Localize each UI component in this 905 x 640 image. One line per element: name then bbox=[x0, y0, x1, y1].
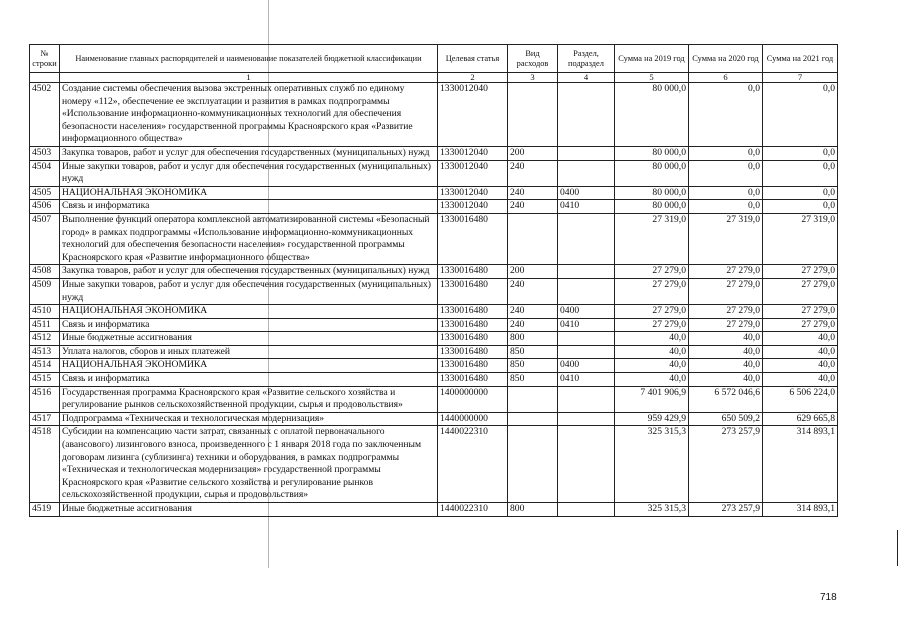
sum-2021: 27 319,0 bbox=[763, 213, 838, 264]
sum-2019: 40,0 bbox=[615, 373, 689, 387]
target-code: 1440022310 bbox=[438, 426, 508, 503]
target-code: 1400000000 bbox=[438, 386, 508, 412]
row-number: 4506 bbox=[30, 200, 60, 214]
scan-artifact-line bbox=[897, 530, 898, 566]
expense-kind: 200 bbox=[508, 146, 558, 160]
header-name: Наименование главных распорядителей и наименование показателей бюджетной классификации bbox=[60, 45, 438, 73]
sum-2020: 40,0 bbox=[689, 373, 763, 387]
sum-2020: 0,0 bbox=[689, 200, 763, 214]
section-code bbox=[558, 426, 615, 503]
header-sum-2021: Сумма на 2021 год bbox=[763, 45, 838, 73]
target-code: 1440000000 bbox=[438, 412, 508, 426]
expense-kind: 240 bbox=[508, 305, 558, 319]
target-code: 1440022310 bbox=[438, 503, 508, 517]
row-name: Закупка товаров, работ и услуг для обеспечения государственных (муниципальных) нужд bbox=[60, 265, 438, 279]
section-code bbox=[558, 503, 615, 517]
row-number: 4519 bbox=[30, 503, 60, 517]
sum-2020: 0,0 bbox=[689, 83, 763, 147]
expense-kind bbox=[508, 412, 558, 426]
table-row bbox=[30, 332, 838, 346]
sum-2020: 27 279,0 bbox=[689, 278, 763, 304]
table-row bbox=[30, 265, 838, 279]
sum-2021: 40,0 bbox=[763, 373, 838, 387]
table-row bbox=[30, 373, 838, 387]
section-code bbox=[558, 265, 615, 279]
section-code bbox=[558, 160, 615, 186]
target-code: 1330016480 bbox=[438, 359, 508, 373]
sum-2019: 40,0 bbox=[615, 332, 689, 346]
sum-2021: 0,0 bbox=[763, 200, 838, 214]
sum-2020: 40,0 bbox=[689, 345, 763, 359]
expense-kind: 240 bbox=[508, 160, 558, 186]
row-number: 4517 bbox=[30, 412, 60, 426]
section-code: 0410 bbox=[558, 373, 615, 387]
row-number: 4513 bbox=[30, 345, 60, 359]
target-code: 1330016480 bbox=[438, 373, 508, 387]
sum-2020: 6 572 046,6 bbox=[689, 386, 763, 412]
row-name: Связь и информатика bbox=[60, 200, 438, 214]
sum-2019: 27 279,0 bbox=[615, 305, 689, 319]
table-row bbox=[30, 412, 838, 426]
row-name: Создание системы обеспечения вызова экстренных оперативных служб по единому номеру «112», обеспечение ее эксплуатации и развития в рамках подпрограммы «Использование информационно-коммуникационных технологий для обеспечения безопасности населения» государственной программы Красноярского края «Развитие информационного общества» bbox=[60, 83, 438, 147]
sum-2020: 273 257,9 bbox=[689, 503, 763, 517]
header-kind: Вид расходов bbox=[508, 45, 558, 73]
sum-2019: 27 279,0 bbox=[615, 265, 689, 279]
table-row bbox=[30, 345, 838, 359]
row-name: Субсидии на компенсацию части затрат, связанных с оплатой первоначального (авансового) лизингового взноса, произведенного с 1 января 2018 года по заключенным договорам лизинга (сублизинга) техники и оборудования, в рамках подпрограммы «Техническая и технологическая модернизация» государственной программы Красноярского края «Развитие сельского хозяйства и регулирование рынков сельскохозяйственной продукции, сырья и продовольствия» bbox=[60, 426, 438, 503]
column-number: 7 bbox=[763, 73, 838, 83]
row-name: Государственная программа Красноярского края «Развитие сельского хозяйства и регулирование рынков сельскохозяйственной продукции, сырья и продовольствия» bbox=[60, 386, 438, 412]
row-name: Связь и информатика bbox=[60, 373, 438, 387]
sum-2020: 0,0 bbox=[689, 186, 763, 200]
expense-kind: 850 bbox=[508, 345, 558, 359]
table-row bbox=[30, 213, 838, 264]
sum-2019: 80 000,0 bbox=[615, 146, 689, 160]
row-number: 4515 bbox=[30, 373, 60, 387]
sum-2021: 0,0 bbox=[763, 83, 838, 147]
table-row bbox=[30, 186, 838, 200]
row-number: 4505 bbox=[30, 186, 60, 200]
row-number: 4502 bbox=[30, 83, 60, 147]
sum-2021: 40,0 bbox=[763, 345, 838, 359]
expense-kind: 200 bbox=[508, 265, 558, 279]
table-row bbox=[30, 278, 838, 304]
table-row bbox=[30, 200, 838, 214]
target-code: 1330016480 bbox=[438, 278, 508, 304]
sum-2019: 27 319,0 bbox=[615, 213, 689, 264]
sum-2021: 629 665,8 bbox=[763, 412, 838, 426]
target-code: 1330012040 bbox=[438, 186, 508, 200]
row-name: Подпрограмма «Техническая и технологическая модернизация» bbox=[60, 412, 438, 426]
sum-2019: 959 429,9 bbox=[615, 412, 689, 426]
expense-kind: 240 bbox=[508, 278, 558, 304]
row-number: 4507 bbox=[30, 213, 60, 264]
header-target: Целевая статья bbox=[438, 45, 508, 73]
row-name: Уплата налогов, сборов и иных платежей bbox=[60, 345, 438, 359]
section-code bbox=[558, 345, 615, 359]
expense-kind bbox=[508, 386, 558, 412]
table-row bbox=[30, 503, 838, 517]
row-number: 4508 bbox=[30, 265, 60, 279]
column-number: 2 bbox=[438, 73, 508, 83]
row-number: 4503 bbox=[30, 146, 60, 160]
budget-sheet bbox=[29, 44, 837, 517]
expense-kind bbox=[508, 213, 558, 264]
row-number: 4518 bbox=[30, 426, 60, 503]
column-number: 4 bbox=[558, 73, 615, 83]
table-row bbox=[30, 359, 838, 373]
sum-2021: 27 279,0 bbox=[763, 318, 838, 332]
expense-kind: 240 bbox=[508, 186, 558, 200]
sum-2019: 325 315,3 bbox=[615, 503, 689, 517]
sum-2020: 0,0 bbox=[689, 160, 763, 186]
header-section: Раздел, подраздел bbox=[558, 45, 615, 73]
header-row-no: № строки bbox=[30, 45, 60, 73]
sum-2019: 80 000,0 bbox=[615, 200, 689, 214]
section-code: 0400 bbox=[558, 359, 615, 373]
sum-2021: 27 279,0 bbox=[763, 305, 838, 319]
sum-2021: 314 893,1 bbox=[763, 503, 838, 517]
column-number: 3 bbox=[508, 73, 558, 83]
row-number: 4512 bbox=[30, 332, 60, 346]
expense-kind: 800 bbox=[508, 503, 558, 517]
sum-2021: 0,0 bbox=[763, 146, 838, 160]
row-number: 4510 bbox=[30, 305, 60, 319]
column-number: 6 bbox=[689, 73, 763, 83]
sum-2020: 273 257,9 bbox=[689, 426, 763, 503]
column-number: 1 bbox=[60, 73, 438, 83]
expense-kind bbox=[508, 83, 558, 147]
sum-2021: 40,0 bbox=[763, 359, 838, 373]
sum-2019: 80 000,0 bbox=[615, 160, 689, 186]
sum-2021: 40,0 bbox=[763, 332, 838, 346]
table-row bbox=[30, 426, 838, 503]
table-row bbox=[30, 386, 838, 412]
row-name: Связь и информатика bbox=[60, 318, 438, 332]
expense-kind: 240 bbox=[508, 318, 558, 332]
target-code: 1330016480 bbox=[438, 332, 508, 346]
sum-2020: 650 509,2 bbox=[689, 412, 763, 426]
header-row bbox=[30, 45, 838, 73]
column-number-row bbox=[30, 73, 838, 83]
sum-2020: 40,0 bbox=[689, 332, 763, 346]
sum-2021: 0,0 bbox=[763, 186, 838, 200]
row-name: Иные закупки товаров, работ и услуг для обеспечения государственных (муниципальных) нужд bbox=[60, 278, 438, 304]
section-code bbox=[558, 386, 615, 412]
target-code: 1330016480 bbox=[438, 305, 508, 319]
sum-2019: 27 279,0 bbox=[615, 318, 689, 332]
sum-2021: 314 893,1 bbox=[763, 426, 838, 503]
row-name: НАЦИОНАЛЬНАЯ ЭКОНОМИКА bbox=[60, 359, 438, 373]
expense-kind: 850 bbox=[508, 373, 558, 387]
section-code bbox=[558, 332, 615, 346]
row-name: НАЦИОНАЛЬНАЯ ЭКОНОМИКА bbox=[60, 186, 438, 200]
row-number: 4511 bbox=[30, 318, 60, 332]
target-code: 1330012040 bbox=[438, 83, 508, 147]
target-code: 1330016480 bbox=[438, 265, 508, 279]
section-code bbox=[558, 83, 615, 147]
expense-kind bbox=[508, 426, 558, 503]
expense-kind: 850 bbox=[508, 359, 558, 373]
section-code bbox=[558, 278, 615, 304]
section-code: 0410 bbox=[558, 200, 615, 214]
column-number: 5 bbox=[615, 73, 689, 83]
target-code: 1330012040 bbox=[438, 200, 508, 214]
sum-2020: 27 319,0 bbox=[689, 213, 763, 264]
sum-2019: 80 000,0 bbox=[615, 186, 689, 200]
row-name: Иные закупки товаров, работ и услуг для обеспечения государственных (муниципальных) нужд bbox=[60, 160, 438, 186]
section-code: 0400 bbox=[558, 305, 615, 319]
header-sum-2019: Сумма на 2019 год bbox=[615, 45, 689, 73]
sum-2019: 27 279,0 bbox=[615, 278, 689, 304]
sum-2019: 7 401 906,9 bbox=[615, 386, 689, 412]
column-number bbox=[30, 73, 60, 83]
sum-2021: 6 506 224,0 bbox=[763, 386, 838, 412]
header-sum-2020: Сумма на 2020 год bbox=[689, 45, 763, 73]
row-name: Выполнение функций оператора комплексной автоматизированной системы «Безопасный город» в рамках подпрограммы «Использование информационно-коммуникационных технологий для обеспечения безопасности населения» государственной программы Красноярского края «Развитие информационного общества» bbox=[60, 213, 438, 264]
row-number: 4516 bbox=[30, 386, 60, 412]
section-code bbox=[558, 146, 615, 160]
section-code bbox=[558, 412, 615, 426]
table-body bbox=[30, 83, 838, 517]
target-code: 1330016480 bbox=[438, 318, 508, 332]
sum-2019: 325 315,3 bbox=[615, 426, 689, 503]
table-row bbox=[30, 305, 838, 319]
row-name: Иные бюджетные ассигнования bbox=[60, 503, 438, 517]
sum-2021: 27 279,0 bbox=[763, 265, 838, 279]
page-number: 718 bbox=[820, 592, 837, 603]
sum-2020: 27 279,0 bbox=[689, 318, 763, 332]
sum-2019: 40,0 bbox=[615, 345, 689, 359]
table-row bbox=[30, 146, 838, 160]
row-number: 4514 bbox=[30, 359, 60, 373]
sum-2020: 0,0 bbox=[689, 146, 763, 160]
sum-2020: 40,0 bbox=[689, 359, 763, 373]
table-row bbox=[30, 83, 838, 147]
row-name: НАЦИОНАЛЬНАЯ ЭКОНОМИКА bbox=[60, 305, 438, 319]
target-code: 1330016480 bbox=[438, 345, 508, 359]
row-name: Иные бюджетные ассигнования bbox=[60, 332, 438, 346]
section-code: 0400 bbox=[558, 186, 615, 200]
budget-table bbox=[29, 44, 838, 517]
sum-2019: 80 000,0 bbox=[615, 83, 689, 147]
row-number: 4504 bbox=[30, 160, 60, 186]
section-code bbox=[558, 213, 615, 264]
target-code: 1330016480 bbox=[438, 213, 508, 264]
table-row bbox=[30, 160, 838, 186]
target-code: 1330012040 bbox=[438, 146, 508, 160]
expense-kind: 240 bbox=[508, 200, 558, 214]
sum-2019: 40,0 bbox=[615, 359, 689, 373]
sum-2021: 27 279,0 bbox=[763, 278, 838, 304]
row-number: 4509 bbox=[30, 278, 60, 304]
table-row bbox=[30, 318, 838, 332]
sum-2020: 27 279,0 bbox=[689, 265, 763, 279]
sum-2020: 27 279,0 bbox=[689, 305, 763, 319]
section-code: 0410 bbox=[558, 318, 615, 332]
target-code: 1330012040 bbox=[438, 160, 508, 186]
sum-2021: 0,0 bbox=[763, 160, 838, 186]
expense-kind: 800 bbox=[508, 332, 558, 346]
row-name: Закупка товаров, работ и услуг для обеспечения государственных (муниципальных) нужд bbox=[60, 146, 438, 160]
